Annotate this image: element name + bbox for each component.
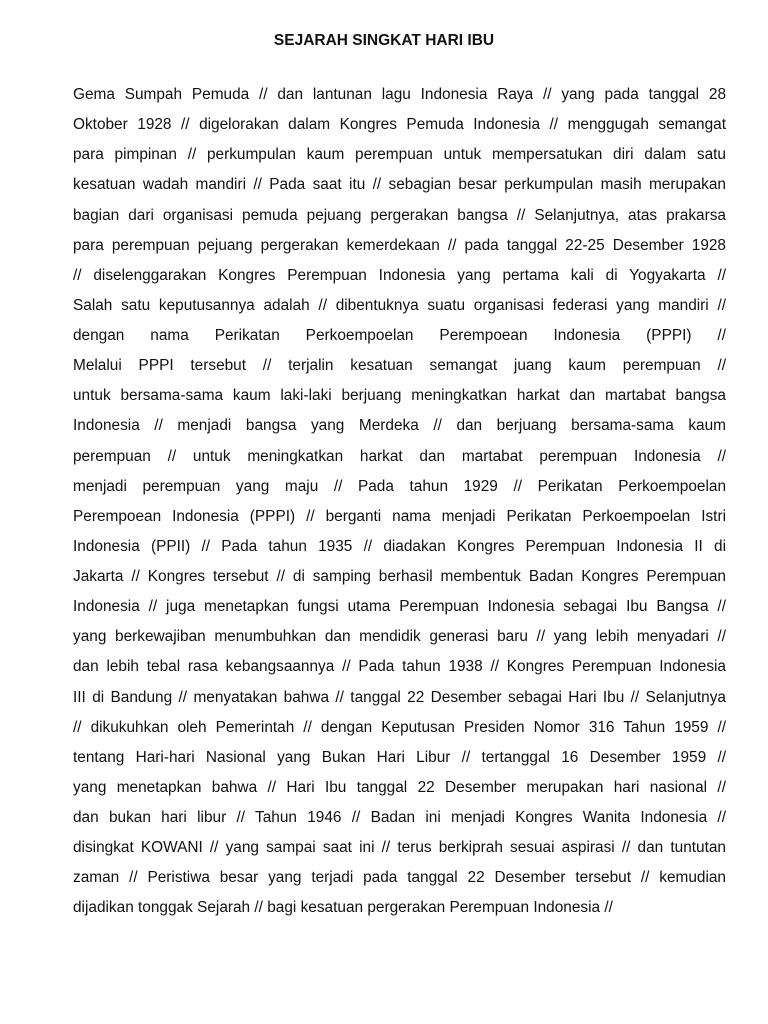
- body-line: kesatuan wadah mandiri // Pada saat itu // sebagian besar perkumpulan masih merupakan: [73, 176, 726, 194]
- body-line: Indonesia // menjadi bangsa yang Merdeka // dan berjuang bersama-sama kaum: [73, 417, 726, 435]
- body-line: Indonesia (PPII) // Pada tahun 1935 // diadakan Kongres Perempuan Indonesia II di: [73, 537, 726, 555]
- body-line: para perempuan pejuang pergerakan kemerdekaan // pada tanggal 22-25 Desember 1928: [73, 236, 726, 254]
- body-line: tentang Hari-hari Nasional yang Bukan Hari Libur // tertanggal 16 Desember 1959 //: [73, 748, 726, 766]
- body-line: dijadikan tonggak Sejarah // bagi kesatuan pergerakan Perempuan Indonesia //: [73, 899, 613, 917]
- body-line: zaman // Peristiwa besar yang terjadi pada tanggal 22 Desember tersebut // kemudian: [73, 869, 726, 887]
- document-body: [73, 80, 726, 924]
- body-line: Perempoean Indonesia (PPPI) // berganti nama menjadi Perikatan Perkoempoelan Istri: [73, 507, 726, 525]
- body-line: Gema Sumpah Pemuda // dan lantunan lagu Indonesia Raya // yang pada tanggal 28: [73, 86, 726, 103]
- body-line: // diselenggarakan Kongres Perempuan Indonesia yang pertama kali di Yogyakarta //: [73, 266, 726, 284]
- body-line: untuk bersama-sama kaum laki-laki berjuang meningkatkan harkat dan martabat bangsa: [73, 387, 726, 405]
- body-line: dan lebih tebal rasa kebangsaannya // Pada tahun 1938 // Kongres Perempuan Indonesia: [73, 658, 726, 676]
- body-line: Oktober 1928 // digelorakan dalam Kongres Pemuda Indonesia // menggugah semangat: [73, 116, 726, 134]
- body-line: disingkat KOWANI // yang sampai saat ini // terus berkiprah sesuai aspirasi // dan tuntutan: [73, 839, 726, 857]
- body-line: Jakarta // Kongres tersebut // di samping berhasil membentuk Badan Kongres Perempuan: [73, 568, 726, 585]
- body-line: III di Bandung // menyatakan bahwa // tanggal 22 Desember sebagai Hari Ibu // Selanjutnya: [73, 688, 726, 706]
- body-line: menjadi perempuan yang maju // Pada tahun 1929 // Perikatan Perkoempoelan: [73, 477, 726, 495]
- body-line: para pimpinan // perkumpulan kaum perempuan untuk mempersatukan diri dalam satu: [73, 146, 726, 164]
- body-line: bagian dari organisasi pemuda pejuang pergerakan bangsa // Selanjutnya, atas prakarsa: [73, 206, 726, 224]
- body-line: Melalui PPPI tersebut // terjalin kesatuan semangat juang kaum perempuan //: [73, 357, 726, 375]
- body-line: dengan nama Perikatan Perkoempoelan Perempoean Indonesia (PPPI) //: [73, 327, 726, 344]
- body-line: Salah satu keputusannya adalah // dibentuknya suatu organisasi federasi yang mandiri //: [73, 296, 726, 314]
- body-line: Indonesia // juga menetapkan fungsi utama Perempuan Indonesia sebagai Ibu Bangsa //: [73, 598, 726, 616]
- body-line: dan bukan hari libur // Tahun 1946 // Badan ini menjadi Kongres Wanita Indonesia //: [73, 809, 726, 826]
- document-title: SEJARAH SINGKAT HARI IBU: [273, 32, 495, 49]
- body-line: // dikukuhkan oleh Pemerintah // dengan Keputusan Presiden Nomor 316 Tahun 1959 //: [73, 718, 726, 736]
- body-line: perempuan // untuk meningkatkan harkat dan martabat perempuan Indonesia //: [73, 447, 726, 465]
- body-line: yang menetapkan bahwa // Hari Ibu tanggal 22 Desember merupakan hari nasional //: [73, 778, 726, 796]
- body-line: yang berkewajiban menumbuhkan dan mendidik generasi baru // yang lebih menyadari //: [73, 628, 726, 646]
